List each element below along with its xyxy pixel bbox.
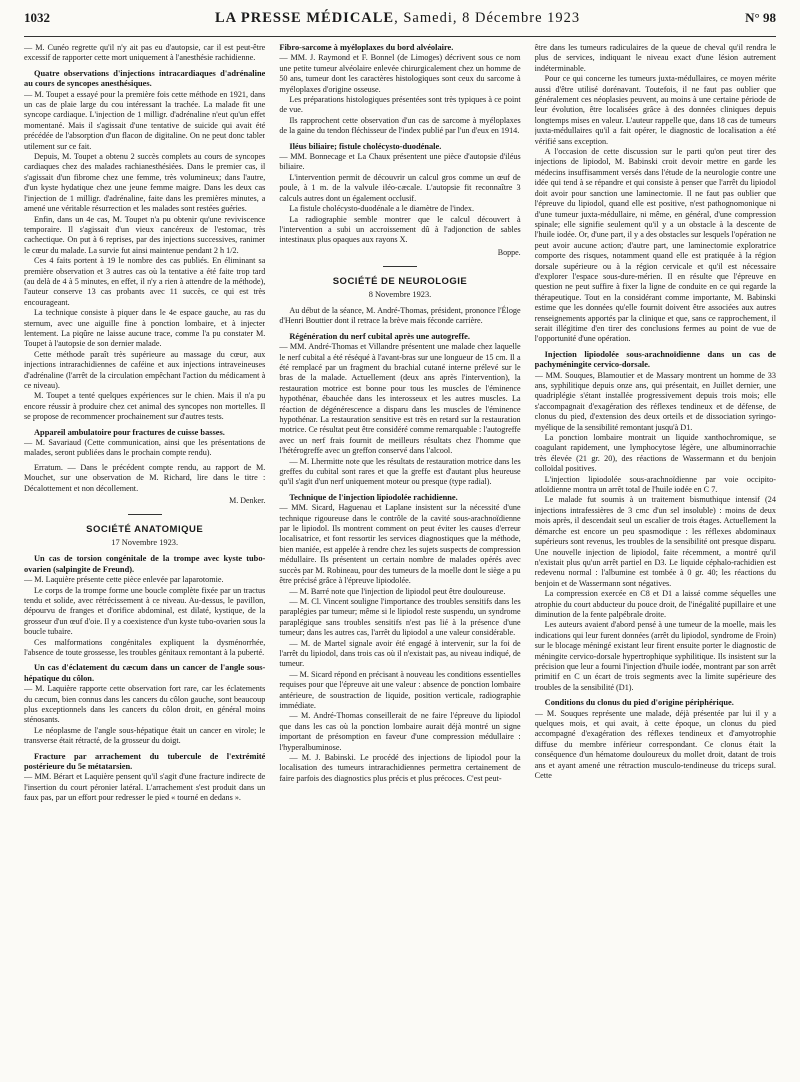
paragraph: Ces 4 faits portent à 19 le nombre des cas publiés. En éliminant sa première observation et 3 autres cas où la tentative a été faite trop tard (au delà de 4 à 5 minutes, en effet, il n'y a rien à attendre de la méthode), l'auteur conserve 13 cas probants avec 11 succès, ce qui est très encourageant. [24, 256, 266, 307]
paragraph: — M. J. Babinski. Le procédé des injections de lipiodol pour la localisation des tumeurs intrarachidiennes permettra certainement de faire parfois des diagnostics plus précis et plus précoces. C'est peut- [279, 753, 521, 783]
paragraph: Les préparations histologiques présentées sont très typiques à ce point de vue. [279, 95, 521, 115]
paragraph: L'intervention permit de découvrir un calcul gros comme un œuf de poule, à 1 m. de la valvule iléo-cæcale. L'autopsie fit reconnaître 3 calculs autres dont un également occlusif. [279, 172, 521, 203]
signature: M. Denker. [229, 496, 266, 506]
article-heading: Quatre observations d'injections intracardiaques d'adrénaline au cours de syncopes anesthésiques. [24, 68, 266, 89]
paragraph: — M. André-Thomas conseillerait de ne faire l'épreuve du lipiodol que dans les cas où la ponction lombaire aurait déjà montré un signe important de présomption en faveur d'une compression médullaire : l'hyperalbuminose. [279, 711, 521, 752]
paragraph: Ces malformations congénitales expliquent la dysménorrhée, l'absence de toute grossesse, les troubles génitaux remontant à la puberté. [24, 637, 266, 657]
paragraph: — M. Cunéo regrette qu'il n'y ait pas eu d'autopsie, car il est peut-être excessif de rapporter cette mort uniquement à l'anesthésie rachidienne. [24, 43, 266, 63]
paragraph: — M. de Martel signale avoir été engagé à intervenir, sur la foi de l'arrêt du lipiodol, dans trois cas où il n'existait pas, au niveau indiqué, de tumeur. [279, 638, 521, 669]
section-title: SOCIÉTÉ DE NEUROLOGIE [332, 276, 468, 288]
paragraph: Le corps de la trompe forme une boucle complète fixée par un tractus tendu et solide, avec rétrécissement à ce niveau. Au-dessus, le pavillon, dépourvu de franges et d'orifice abdominal, est dilaté, kystique, de la grosseur d'un œuf d'oie. Il y a coexistence d'un kyste tubo-ovarien sous la boucle tubaire. [24, 585, 266, 637]
column-3 [535, 43, 776, 1073]
article-heading: Régénération du nerf cubital après une autogreffe. [289, 331, 470, 341]
paragraph: — M. Souques représente une malade, déjà présentée par lui il y a quelques mois, et qui avait, à cette époque, un clonus du pied accompagné d'exagération des réflexes tendineux et d'amyotrophie diffuse du membre inférieur correspondant. Ce clonus était la conséquence d'un hématome douloureux du mollet droit, datant de trois ans et ayant amené une rétraction musculo-tendineuse du triceps sural. Cette [534, 708, 776, 781]
signature: Boppe. [497, 247, 521, 257]
article-heading: Fibro-sarcome à myéloplaxes du bord alvéolaire. [279, 43, 454, 52]
journal-masthead: LA PRESSE MÉDICALE, Samedi, 8 Décembre 1923 [214, 10, 581, 26]
paragraph: — M. Toupet a essayé pour la première fois cette méthode en 1921, dans un cas de plaie large du cou intéressant la trachée. La malade fit une syncope cardiaque. L'injection de 1 milligr. d'adrénaline n'eut qu'un effet momentané. Mais il s'agissait d'une tentative de suicide qui avait été précédée de l'absorption d'un flacon de digitaline. On ne peut donc tabler utilement sur ce fait. [24, 89, 266, 151]
section-date: 17 Novembre 1923. [111, 537, 179, 547]
paragraph: A l'occasion de cette discussion sur le parti qu'on peut tirer des injections de lipiodol, M. Babinski croit devoir mettre en garde les médecins insuffisamment versés dans l'étude de la neurologie contre une idée qui tend à se répandre et qui consiste à penser que l'arrêt du lipiodol doit avoir pour sanction une laminectomie. Il ne faut pas oublier que l'épreuve du lipiodol, quand elle est positive, n'est pathognomonique ni d'une tumeur juxta-médullaire, ni même, en général, d'une compression spinale; elle signifie seulement qu'il y a un obstacle à la descente de l'huile iodée. Or, d'une part, il y a des obstacles sur lesquels l'opération ne peut avoir aucune action; d'autre part, une laminectomie exploratrice comporte des risques, notamment quand elle est pratiquée à la région dorsale supérieure ou à la région cervicale et qu'il est nécessaire d'explorer l'espace sous-dure-mérien. Il en résulte que l'épreuve en question ne peut suffire à fixer la ligne de conduite en ce qui regarde la thérapeutique. Tout en la considérant comme importante, M. Babinski estime que les données qu'elle fournit doivent être associées aux autres renseignements apportés par la clinique et que, sans ce rapprochement, il serait illégitime d'en tirer des conclusions fermes au point de vue de l'opportunité d'une opération. [534, 147, 776, 344]
page-number: 1032 [24, 10, 50, 25]
paragraph: La compression exercée en C8 et D1 a laissé comme séquelles une atrophie du court abducteur du pouce droit, de l'inégalité pupillaire et une diminution de la fente palpébrale droite. [534, 589, 776, 619]
paragraph: — M. Lhermitte note que les résultats de restauration motrice dans les greffes du cubital sont rares et que la greffe est d'autant plus heureuse qu'il s'agit d'un nerf uniquement moteur ou presque (type radial). [279, 456, 521, 487]
column-2 [279, 43, 520, 1073]
page-header [24, 10, 776, 37]
text-columns [24, 43, 776, 1073]
paragraph: — M. Laquière présente cette pièce enlevée par laparotomie. [24, 575, 224, 585]
paragraph: — M. Laquière rapporte cette observation fort rare, car les éclatements du cæcum, bien connus dans les cancers du côlon gauche, sont beaucoup plus exceptionnels dans les cancers du côlon droit, en général moins sténosants. [24, 684, 266, 725]
paragraph: — MM. Bonnecage et La Chaux présentent une pièce d'autopsie d'iléus biliaire. [279, 152, 521, 172]
issue-date: Samedi, 8 Décembre 1923 [403, 10, 581, 26]
paragraph: M. Toupet a tenté quelques expériences sur le chien. Mais il n'a pu encore réussir à produire chez cet animal des syncopes non mortelles. Il se propose de recommencer prochainement sur d'autres tests. [24, 391, 266, 422]
paragraph: — MM. Bérart et Laquière pensent qu'il s'agit d'une fracture indirecte de l'insertion du court péronier latéral. L'arrachement s'est produit dans un faux pas, par un effort pour redresser le pied « tourné en dedans ». [24, 772, 266, 803]
article-heading: Technique de l'injection lipiodolée rachidienne. [289, 492, 458, 502]
article-heading: Un cas d'éclatement du cæcum dans un cancer de l'angle sous-hépatique du côlon. [24, 663, 266, 683]
paragraph: — M. Sicard répond en précisant à nouveau les conditions essentielles requises pour que l'épreuve ait une valeur : absence de ponction lombaire antérieure, de soustraction de liquide, position verticale, radiographie immédiate. [279, 669, 521, 710]
article-heading: Un cas de torsion congénitale de la trompe avec kyste tubo-ovarien (salpingite de Freund). [24, 554, 266, 574]
paragraph: La fistule cholécysto-duodénale a le diamètre de l'index. [289, 204, 475, 214]
paragraph: — MM. Souques, Blamoutier et de Massary montrent un homme de 33 ans, syphilitique depuis onze ans, qui présentait, en Juillet dernier, une quadriplégie s'étant installée progressivement depuis trois mois; elle s'accompagnait d'exagération des réflexes tendineux et de défense, de clonus du pied, d'extension des deux orteils et de dissociation syringo-myélique de la sensibilité remontant jusqu'à D1. [534, 370, 776, 432]
paragraph: Le néoplasme de l'angle sous-hépatique était un cancer en virole; le transverse était rétracté, de la grosseur du doigt. [24, 725, 266, 746]
paragraph: Cette méthode paraît très supérieure au massage du cœur, aux injections intrarachidiennes de caféine et aux injections intraveineuses d'adrénaline (l'arrêt de la circulation empêchant l'action du médicament à ce niveau). [24, 349, 266, 390]
article-heading: Fracture par arrachement du tubercule de l'extrémité postérieure du 5e métatarsien. [24, 751, 266, 771]
section-title: SOCIÉTÉ ANATOMIQUE [86, 524, 204, 536]
paragraph: — MM. André-Thomas et Villandre présentent une malade chez laquelle le nerf cubital a été réséqué à l'avant-bras sur une longueur de 15 cm. Il a été remplacé par un fragment du brachial cutané interne prélevé sur le bras de la malade. Actuellement (deux ans après l'intervention), la restauration motrice est bonne pour tous les muscles de l'éminence hypothénar, ébauchée dans les interosseux et les autres muscles. La réaction de dégénérescence a disparu dans les muscles de l'éminence hypothénar. La restauration sensitive est très en retard sur la restauration motrice. Ce résultat peut être considéré comme remarquable : l'autogreffe avec un nerf frais fournit de meilleurs résultats chez l'homme que l'hétérogreffe avec un greffon conservé dans l'alcool. [279, 342, 521, 456]
erratum: Erratum. — Dans le précédent compte rendu, au rapport de M. Mouchet, sur une observation de M. Richard, lire dans le titre : Décalottement et non décollement. [24, 462, 266, 493]
paragraph: L'injection lipiodolée sous-arachnoïdienne par voie occipito-atloïdienne montra un arrêt total de l'huile iodée en C 7. [534, 474, 776, 495]
article-heading: Injection lipiodolée sous-arachnoïdienne dans un cas de pachyméningite cervico-dorsale. [534, 349, 776, 370]
paragraph: Les auteurs avaient d'abord pensé à une tumeur de la moelle, mais les indications qui leur furent données (arrêt du lipiodol, syndrome de Froin) sur le blocage méningé existant leur firent ensuite porter le diagnostic de méningite cervico-dorsale hypertrophique syphilitique. Ils insistent sur la précision que leur a fourni l'injection d'huile iodée, montrant par son arrêt primitif en C un écart de trois segments avec la limite supérieure des troubles de la sensibilité (D1). [534, 620, 776, 692]
journal-title: LA PRESSE MÉDICALE [214, 10, 395, 26]
paragraph: Le malade fut soumis à un traitement bismuthique intensif (24 injections intrafessières de 3 cmc d'un sel insoluble) : moins de deux mois après, il descendait seul un escalier de trois étages. Actuellement la démarche est encore un peu spasmodique : les réflexes abdominaux supérieurs sont revenus, les troubles de la sensibilité ont presque disparu. Une nouvelle injection de lipiodol, faite récemment, a montré qu'il n'existait plus qu'un arrêt partiel en D3. Le liquide céphalo-rachidien est redevenu normal : l'albumine est tombée à 0 gr. 40; les réactions du benjoin et de Wassermann sont négatives. [534, 495, 776, 588]
article-heading: Appareil ambulatoire pour fractures de cuisse basses. [34, 427, 225, 437]
paragraph: — M. Cl. Vincent souligne l'importance des troubles sensitifs dans les paraplégies par tumeur; même si le lipiodol reste suspendu, un syndrome paraplégique sans troubles sensitifs n'est pas lié à la présence d'une tumeur; dans les autres cas, l'arrêt du lipiodol a une valeur considérable. [279, 596, 521, 638]
article-heading: Iléus biliaire; fistule cholécysto-duodénale. [289, 141, 442, 151]
paragraph: La ponction lombaire montrait un liquide xanthochromique, se coagulant rapidement, une lymphocytose légère, une albuminorrachie très élevée (21 gr. 20), des réactions de Wassermann et du benjoin colloïdal positives. [534, 433, 776, 474]
paragraph: être dans les tumeurs radiculaires de la queue de cheval qu'il rendra le plus de services, indiquant le niveau exact d'une lésion autrement indéterminable. [534, 43, 776, 73]
section-date: 8 Novembre 1923. [368, 289, 432, 299]
article-heading: Conditions du clonus du pied d'origine périphérique. [544, 698, 734, 708]
paragraph: Ils rapprochent cette observation d'un cas de sarcome à myéloplaxes de la gaine du tendon fléchisseur de l'index publié par l'un d'eux en 1914. [279, 115, 521, 136]
paragraph: Depuis, M. Toupet a obtenu 2 succès complets au cours de syncopes cardiaques chez des malades rachianesthésiées. Dans le premier cas, il s'agissait d'un fibrome chez une femme, très volumineux; dans l'autre, d'un kyste hydatique chez une jeune femme maigre. Dans les deux cas l'injection de 1 milligr. d'adrénaline, faite dans les premières minutes, a amené une véritable résurrection et les malades sont restées guéries. [24, 152, 266, 214]
paragraph: — M. Barré note que l'injection de lipiodol peut être douloureuse. [289, 586, 506, 596]
paragraph: Au début de la séance, M. André-Thomas, président, prononce l'Éloge d'Henri Bouttier dont il retrace la brève mais féconde carrière. [279, 305, 521, 326]
section-divider [383, 266, 417, 267]
paragraph: — M. Savariaud (Cette communication, ainsi que les présentations de malades, seront publiées dans le prochain compte rendu). [24, 438, 266, 458]
column-1 [24, 43, 265, 1073]
paragraph: Pour ce qui concerne les tumeurs juxta-médullaires, ce moyen mérite aussi d'être utilisé dorénavant. Toutefois, il ne faut pas oublier que généralement ces néoplasies peuvent, au moins à une certaine période de leur évolution, être localisées grâce à des données cliniques depuis longtemps mises en valeur. L'auteur rappelle que, dans 18 cas de tumeurs juxta-médullaires qu'il a fait opérer, le diagnostic de localisation a été vérifié sans exception. [534, 74, 776, 146]
paragraph: — MM. J. Raymond et F. Bonnel (de Limoges) décrivent sous ce nom une petite tumeur alvéolaire enlevée chirurgicalement chez un homme de 50 ans, tumeur dont les caractères histologiques sont ceux du sarcome à myéloplaxes d'origine osseuse. [279, 53, 521, 94]
paragraph: Enfin, dans un 4e cas, M. Toupet n'a pu obtenir qu'une reviviscence temporaire. Il s'agissait d'un vieux cancéreux de l'estomac, très cachectique. On put à 6 reprises, par des injections successives, ranimer le cœur du malade. La survie fut ainsi maintenue pendant 2 h 1/2. [24, 214, 266, 255]
paragraph: La technique consiste à piquer dans le 4e espace gauche, au ras du sternum, avec une aiguille fine à ponction lombaire, et à injecter lentement. La piqûre ne laisse aucune trace, comme l'a pu constater M. Toupet à l'autopsie de son dernier malade. [24, 308, 266, 349]
section-divider [128, 514, 162, 515]
paragraph: — MM. Sicard, Haguenau et Laplane insistent sur la nécessité d'une technique rigoureuse dans le contrôle de la cavité sous-arachnoïdienne par le lipiodol. Ils montrent comment on peut éviter les causes d'erreur localisatrice, et font ressortir les services diagnostiques que la méthode, bien maniée, est appelée à rendre chez les sujets suspects de compression médullaire. Ils présentent un certain nombre de malades opérés avec succès par M. Robineau, pour des tumeurs de la moelle dont le siège a pu être précisé grâce à l'épreuve lipiodolée. [279, 503, 521, 586]
issue-number: N° 98 [745, 10, 776, 25]
paragraph: La radiographie semble montrer que le calcul découvert à l'intervention a subi un accroissement dû à l'adjonction de sables intestinaux plus opaques aux rayons X. [279, 214, 521, 245]
